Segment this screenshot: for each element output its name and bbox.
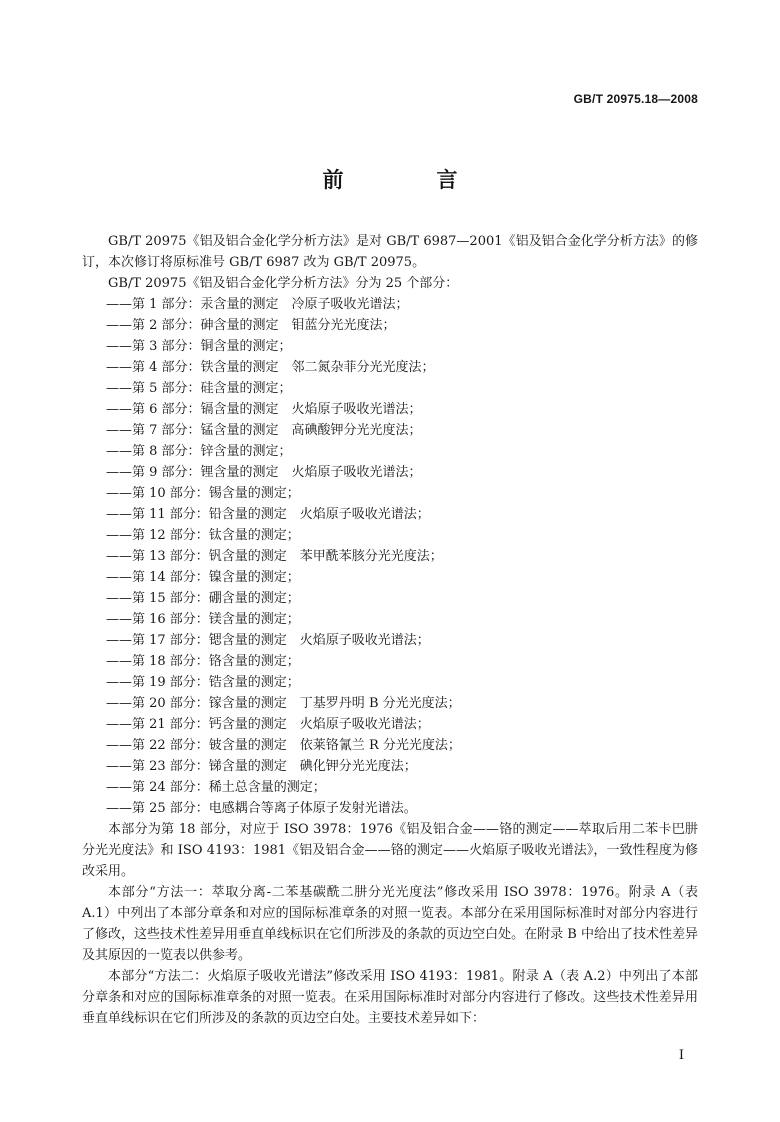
parts-list (82, 294, 698, 819)
list-item: ——第 8 部分：锌含量的测定； (106, 444, 292, 459)
list-item: ——第 11 部分：铅含量的测定 火焰原子吸收光谱法； (106, 507, 430, 522)
list-item: ——第 4 部分：铁含量的测定 邻二氮杂菲分光光度法； (106, 360, 435, 375)
list-item: ——第 16 部分：镁含量的测定； (106, 612, 300, 627)
list-item: ——第 15 部分：硼含量的测定； (106, 591, 300, 606)
body-paragraph: 本部分为第 18 部分，对应于 ISO 3978：1976《铝及铝合金——铬的测定——萃取后用二苯卡巴肼分光光度法》和 ISO 4193：1981《铝及铝合金——铬的测定——火焰原子吸收光谱法》，一致性程度为修改采用。 (82, 822, 698, 879)
body-paragraph: 本部分“方法一：萃取分离-二苯基碳酰二肼分光光度法”修改采用 ISO 3978：1976。附录 A（表 A.1）中列出了本部分章条和对应的国际标准章条的对照一览表。本部分在采用国际标准时对部分内容进行了修改，这些技术性差异用垂直单线标识在它们所涉及的条款的页边空白处。在附录 B 中给出了技术性差异及其原因的一览表以供参考。 (82, 885, 698, 963)
list-item: ——第 14 部分：镍含量的测定； (106, 570, 300, 585)
list-item: ——第 24 部分：稀土总含量的测定； (106, 780, 326, 795)
header-code: GB/T 20975.18—2008 (573, 92, 698, 106)
intro-paragraph: GB/T 20975《铝及铝合金化学分析方法》是对 GB/T 6987—2001《铝及铝合金化学分析方法》的修订，本次修订将原标准号 GB/T 6987 改为 GB/T 20975。 (82, 234, 698, 270)
list-item: ——第 19 部分：锆含量的测定； (106, 675, 300, 690)
page-number: I (678, 1048, 684, 1063)
list-item: ——第 21 部分：钙含量的测定 火焰原子吸收光谱法； (106, 717, 430, 732)
list-item: ——第 13 部分：钒含量的测定 苯甲酰苯胲分光光度法； (106, 549, 443, 564)
page-title: 前 言 (322, 167, 494, 192)
list-item: ——第 3 部分：铜含量的测定； (106, 339, 292, 354)
intro-paragraph: GB/T 20975《铝及铝合金化学分析方法》分为 25 个部分： (108, 276, 459, 291)
list-item: ——第 22 部分：铍含量的测定 依莱铬氰兰 R 分光光度法； (106, 738, 461, 753)
list-item: ——第 7 部分：锰含量的测定 高碘酸钾分光光度法； (106, 423, 422, 438)
body-paragraph: 本部分“方法二：火焰原子吸收光谱法”修改采用 ISO 4193：1981。附录 A（表 A.2）中列出了本部分章条和对应的国际标准章条的对照一览表。在采用国际标准时对部分内容进行了修改。这些技术性差异用垂直单线标识在它们所涉及的条款的页边空白处。主要技术差异如下： (82, 969, 698, 1026)
list-item: ——第 10 部分：锡含量的测定； (106, 486, 300, 501)
list-item: ——第 2 部分：砷含量的测定 钼蓝分光光度法； (106, 318, 396, 333)
list-item: ——第 18 部分：铬含量的测定； (106, 654, 300, 669)
list-item: ——第 23 部分：锑含量的测定 碘化钾分光光度法； (106, 759, 417, 774)
list-item: ——第 12 部分：钛含量的测定； (106, 528, 300, 543)
document-body (82, 231, 698, 1029)
list-item: ——第 25 部分：电感耦合等离子体原子发射光谱法。 (106, 801, 417, 816)
list-item: ——第 5 部分：硅含量的测定； (106, 381, 292, 396)
list-item: ——第 1 部分：汞含量的测定 冷原子吸收光谱法； (106, 297, 409, 312)
list-item: ——第 17 部分：锶含量的测定 火焰原子吸收光谱法； (106, 633, 430, 648)
list-item: ——第 20 部分：镓含量的测定 丁基罗丹明 B 分光光度法； (106, 696, 461, 711)
list-item: ——第 9 部分：锂含量的测定 火焰原子吸收光谱法； (106, 465, 422, 480)
list-item: ——第 6 部分：镉含量的测定 火焰原子吸收光谱法； (106, 402, 422, 417)
